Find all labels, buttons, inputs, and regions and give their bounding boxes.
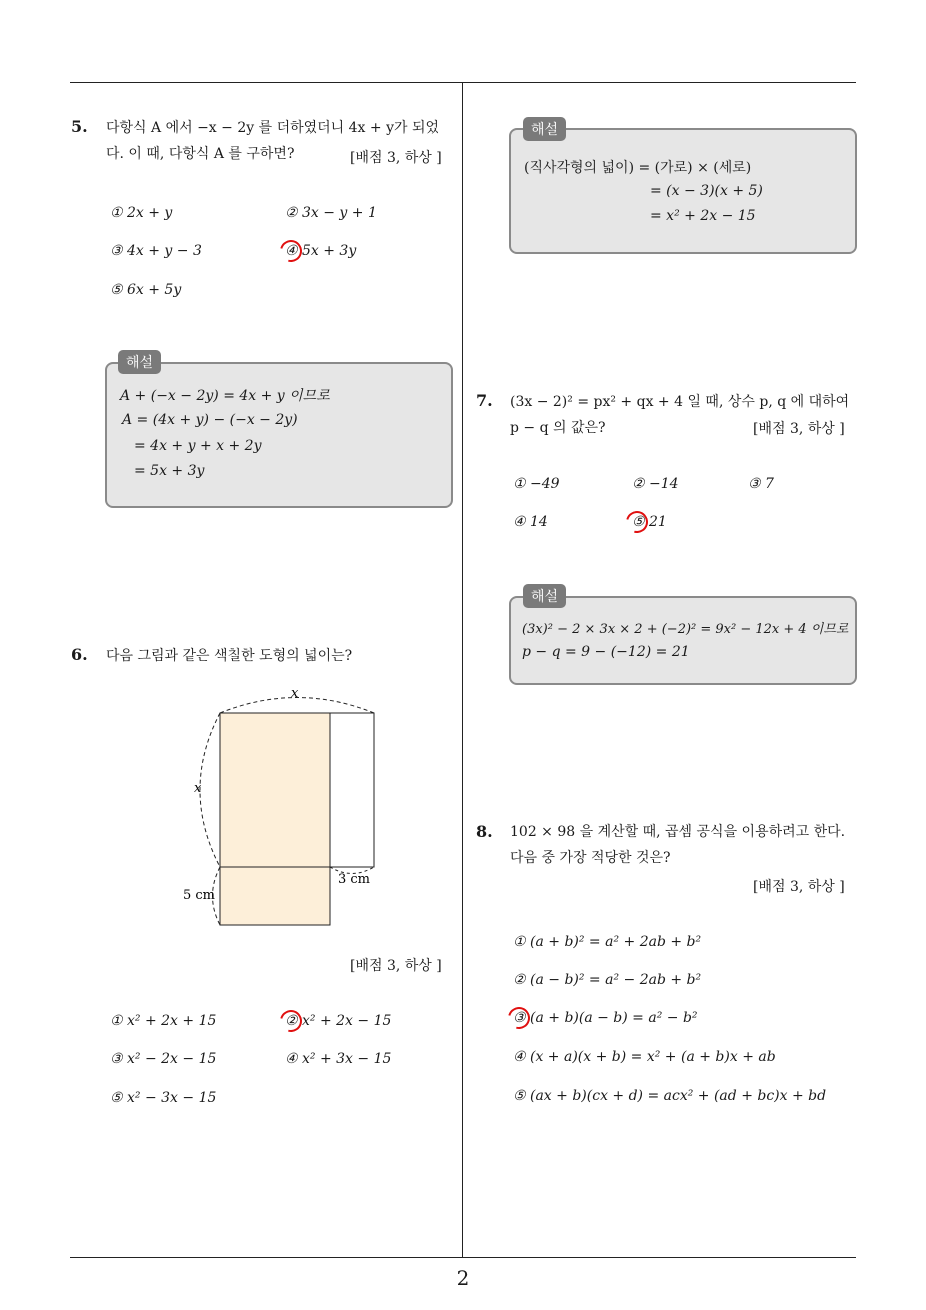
q5-option-5[interactable]: ⑤ 6x + 5y [110,282,182,298]
q6-option-3[interactable]: ③ x² − 2x − 15 [110,1051,217,1067]
q6-text: 다음 그림과 같은 색칠한 도형의 넓이는? [106,648,353,664]
q5-solution-line: = 4x + y + x + 2y [134,438,262,454]
q5-solution-line: A = (4x + y) − (−x − 2y) [122,412,298,428]
q7-solution-tag: 해설 [523,584,566,608]
bottom-rule [70,1257,856,1258]
q8-option-2[interactable]: ② (a − b)² = a² − 2ab + b² [513,972,702,988]
q5-score: [배점 3, 하상 ] [350,150,442,166]
q7-solution-box [509,596,857,685]
q7-option-3[interactable]: ③ 7 [748,476,774,492]
q5-solution-box [105,362,453,508]
q6-option-5[interactable]: ⑤ x² − 3x − 15 [110,1090,217,1106]
q5-option-4[interactable]: ④ 5x + 3y [285,243,357,259]
q6-solution-tag: 해설 [523,117,566,141]
q5-option-1[interactable]: ① 2x + y [110,205,173,221]
q7-solution-line: (3x)² − 2 × 3x × 2 + (−2)² = 9x² − 12x + 4 이므로 [522,622,849,637]
unshaded-rectangle [330,713,374,867]
q6-solution-line: (직사각형의 넓이) = (가로) × (세로) [524,160,752,176]
q6-option-1[interactable]: ① x² + 2x + 15 [110,1013,217,1029]
label-3cm: 3 cm [338,872,371,887]
q7-option-1[interactable]: ① −49 [513,476,560,492]
q7-score: [배점 3, 하상 ] [753,421,845,437]
q6-solution-line: = (x − 3)(x + 5) [650,183,763,199]
label-x-top: x [291,686,299,701]
q7-number: 7. [476,391,493,410]
label-x-left: x [194,781,202,796]
q5-text-line1: 다항식 A 에서 −x − 2y 를 더하였더니 4x + y가 되었 [106,120,440,136]
q7-option-2[interactable]: ② −14 [632,476,679,492]
q6-answer-mark-icon [276,1006,306,1036]
page-number: 2 [456,1266,470,1290]
q5-option-3[interactable]: ③ 4x + y − 3 [110,243,202,259]
column-divider [462,83,463,1258]
q8-score: [배점 3, 하상 ] [753,879,845,895]
q5-solution-tag: 해설 [118,350,161,374]
q8-option-5[interactable]: ⑤ (ax + b)(cx + d) = acx² + (ad + bc)x + bd [513,1088,827,1104]
label-5cm: 5 cm [183,888,216,903]
q7-text-line2: p − q 의 값은? [510,420,606,436]
q6-number: 6. [71,645,88,664]
q6-option-2[interactable]: ② x² + 2x − 15 [285,1013,392,1029]
q6-option-4[interactable]: ④ x² + 3x − 15 [285,1051,392,1067]
top-rule [70,82,856,83]
q7-option-5[interactable]: ⑤ 21 [632,514,667,530]
shaded-rectangle [220,713,330,925]
q7-option-4[interactable]: ④ 14 [513,514,548,530]
q5-solution-line: A + (−x − 2y) = 4x + y 이므로 [120,388,330,404]
q5-solution-line: = 5x + 3y [134,463,205,479]
q7-text-line1: (3x − 2)² = px² + qx + 4 일 때, 상수 p, q 에 대하여 [510,394,850,410]
q5-text-line2: 다. 이 때, 다항식 A 를 구하면? [106,146,295,162]
q7-solution-line: p − q = 9 − (−12) = 21 [522,644,690,660]
left-dashed-arc [200,713,220,867]
q8-text-line2: 다음 중 가장 적당한 것은? [510,850,671,866]
q8-option-4[interactable]: ④ (x + a)(x + b) = x² + (a + b)x + ab [513,1049,776,1065]
q5-number: 5. [71,117,88,136]
q8-answer-mark-icon [504,1003,534,1033]
q7-answer-mark-icon [622,507,652,537]
q8-number: 8. [476,822,493,841]
q6-figure [170,680,410,940]
q8-text-line1: 102 × 98 을 계산할 때, 곱셈 공식을 이용하려고 한다. [510,824,846,840]
q8-option-1[interactable]: ① (a + b)² = a² + 2ab + b² [513,934,702,950]
q8-option-3[interactable]: ③ (a + b)(a − b) = a² − b² [513,1010,698,1026]
q6-score: [배점 3, 하상 ] [350,958,442,974]
q6-solution-line: = x² + 2x − 15 [650,208,756,224]
q5-answer-mark-icon [276,236,306,266]
q5-option-2[interactable]: ② 3x − y + 1 [285,205,377,221]
